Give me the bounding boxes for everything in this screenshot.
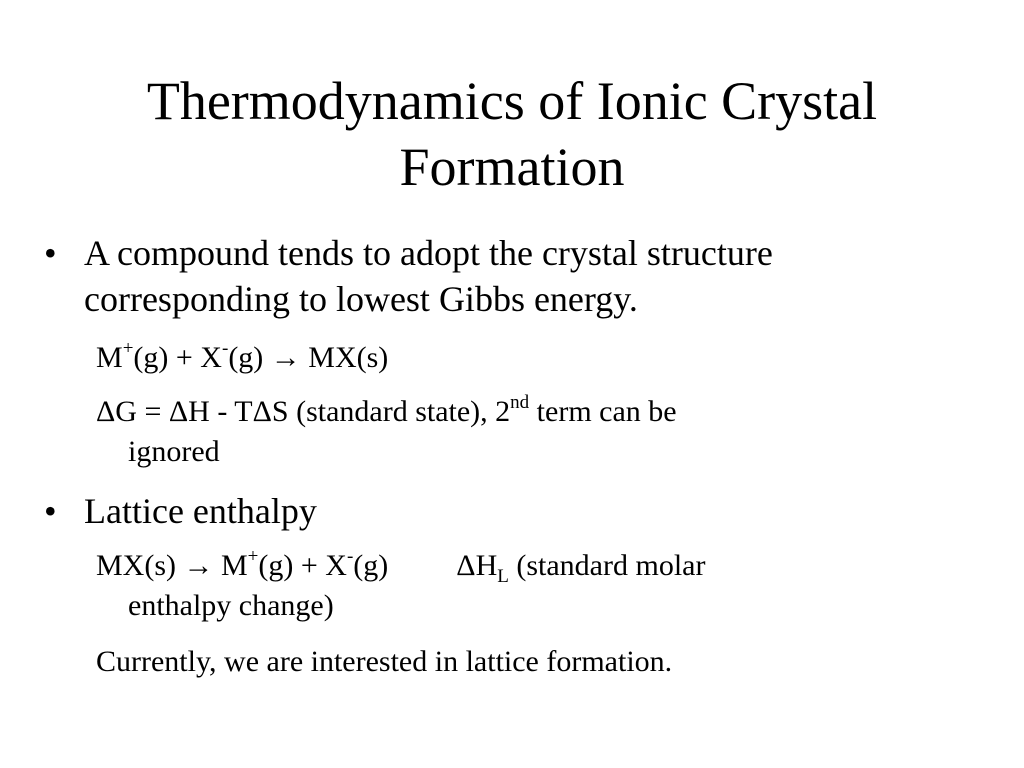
title-line-2: Formation xyxy=(399,137,625,197)
lattice-equation xyxy=(96,546,976,626)
charge-superscript: - xyxy=(346,546,354,567)
eq-text: term can be xyxy=(529,395,677,428)
eq-text: (g) + X xyxy=(258,549,347,582)
charge-superscript: - xyxy=(221,338,229,359)
eq-continuation: enthalpy change) xyxy=(128,589,334,622)
lattice-subscript: L xyxy=(497,566,509,587)
slide-title xyxy=(40,68,984,200)
bullet-text xyxy=(84,230,984,322)
gibbs-relation xyxy=(96,392,976,472)
enthalpy-symbol: ΔH xyxy=(456,549,498,582)
title-line-1: Thermodynamics of Ionic Crystal xyxy=(146,71,878,131)
bullet-line-1: A compound tends to adopt the crystal structure xyxy=(84,233,773,273)
eq-text: (g) + X xyxy=(133,341,222,374)
bullet-line-1: Lattice enthalpy xyxy=(84,491,317,531)
charge-superscript: + xyxy=(247,546,259,567)
eq-continuation: ignored xyxy=(128,435,220,468)
eq-text: ΔG = ΔH - TΔS (standard state), 2 xyxy=(96,395,511,428)
bullet-icon: • xyxy=(44,233,57,273)
note-text: Currently, we are interested in lattice formation. xyxy=(96,645,673,678)
eq-text: (g) → MX(s) xyxy=(228,341,389,374)
eq-text: (g) xyxy=(353,549,389,582)
bullet-text xyxy=(84,488,984,534)
bullet-item-lattice-enthalpy xyxy=(44,488,984,534)
eq-text: (standard molar xyxy=(508,549,706,582)
bullet-line-2: corresponding to lowest Gibbs energy. xyxy=(84,279,638,319)
bullet-item-gibbs xyxy=(44,230,984,322)
eq-text: MX(s) → M xyxy=(96,549,248,582)
reaction-equation xyxy=(96,338,976,378)
bullet-icon: • xyxy=(44,491,57,531)
ordinal-superscript: nd xyxy=(510,392,530,413)
eq-text: M xyxy=(96,341,123,374)
charge-superscript: + xyxy=(122,338,134,359)
